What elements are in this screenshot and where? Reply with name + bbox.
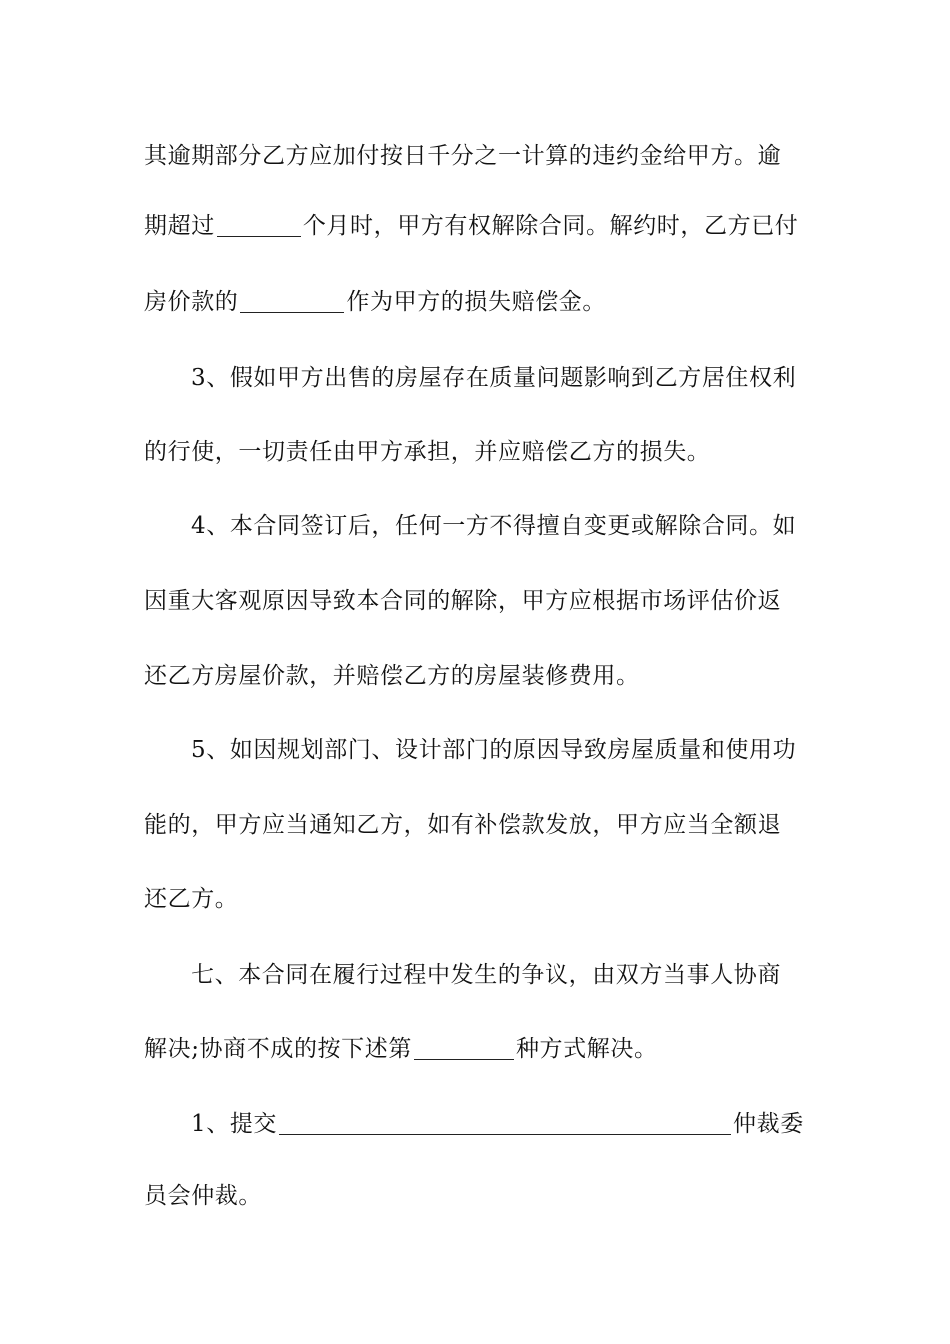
line-text: 的行使，一切责任由甲方承担，并应赔偿乙方的损失。 [144, 439, 711, 465]
text-line-3 [144, 282, 814, 322]
fill-in-blank-percentage[interactable] [240, 311, 344, 313]
line-text: 还乙方。 [144, 886, 239, 912]
line-text: 其逾期部分乙方应加付按日千分之一计算的违约金给甲方。逾 [144, 143, 782, 169]
line-text-after-blank: 作为甲方的损失赔偿金。 [346, 289, 607, 315]
text-line-9 [191, 730, 811, 770]
line-text: 4、本合同签订后，任何一方不得擅自变更或解除合同。如 [191, 513, 797, 539]
text-line-5 [144, 432, 814, 472]
line-text-after-blank: 仲裁委 [733, 1111, 804, 1137]
line-text-before-blank: 期超过 [144, 213, 215, 239]
text-line-10 [144, 805, 814, 845]
line-text: 七、本合同在履行过程中发生的争议，由双方当事人协商 [191, 962, 781, 988]
line-text: 5、如因规划部门、设计部门的原因导致房屋质量和使用功 [191, 737, 797, 763]
text-line-4 [191, 358, 811, 398]
text-line-1 [144, 136, 814, 176]
fill-in-blank-method-number[interactable] [414, 1058, 514, 1060]
text-line-15 [144, 1176, 814, 1216]
text-line-13 [144, 1029, 814, 1069]
line-text: 3、假如甲方出售的房屋存在质量问题影响到乙方居住权利 [191, 365, 797, 391]
fill-in-blank-months[interactable] [217, 235, 301, 237]
text-line-6 [191, 506, 811, 546]
fill-in-blank-arbitration-committee[interactable] [279, 1133, 731, 1135]
text-line-14 [191, 1104, 811, 1144]
text-line-2 [144, 206, 814, 246]
line-text: 因重大客观原因导致本合同的解除，甲方应根据市场评估价返 [144, 588, 782, 614]
line-text: 员会仲裁。 [144, 1183, 262, 1209]
text-line-12 [191, 955, 811, 995]
text-line-11 [144, 879, 814, 919]
line-text-before-blank: 1、提交 [191, 1111, 278, 1137]
line-text: 还乙方房屋价款，并赔偿乙方的房屋装修费用。 [144, 663, 640, 689]
line-text-after-blank: 个月时，甲方有权解除合同。解约时，乙方已付 [302, 213, 799, 239]
line-text-after-blank: 种方式解决。 [515, 1036, 658, 1062]
line-text-before-blank: 解决;协商不成的按下述第 [144, 1036, 412, 1062]
line-text-before-blank: 房价款的 [144, 289, 239, 315]
line-text: 能的，甲方应当通知乙方，如有补偿款发放，甲方应当全额退 [144, 812, 782, 838]
text-line-8 [144, 656, 814, 696]
text-line-7 [144, 581, 814, 621]
